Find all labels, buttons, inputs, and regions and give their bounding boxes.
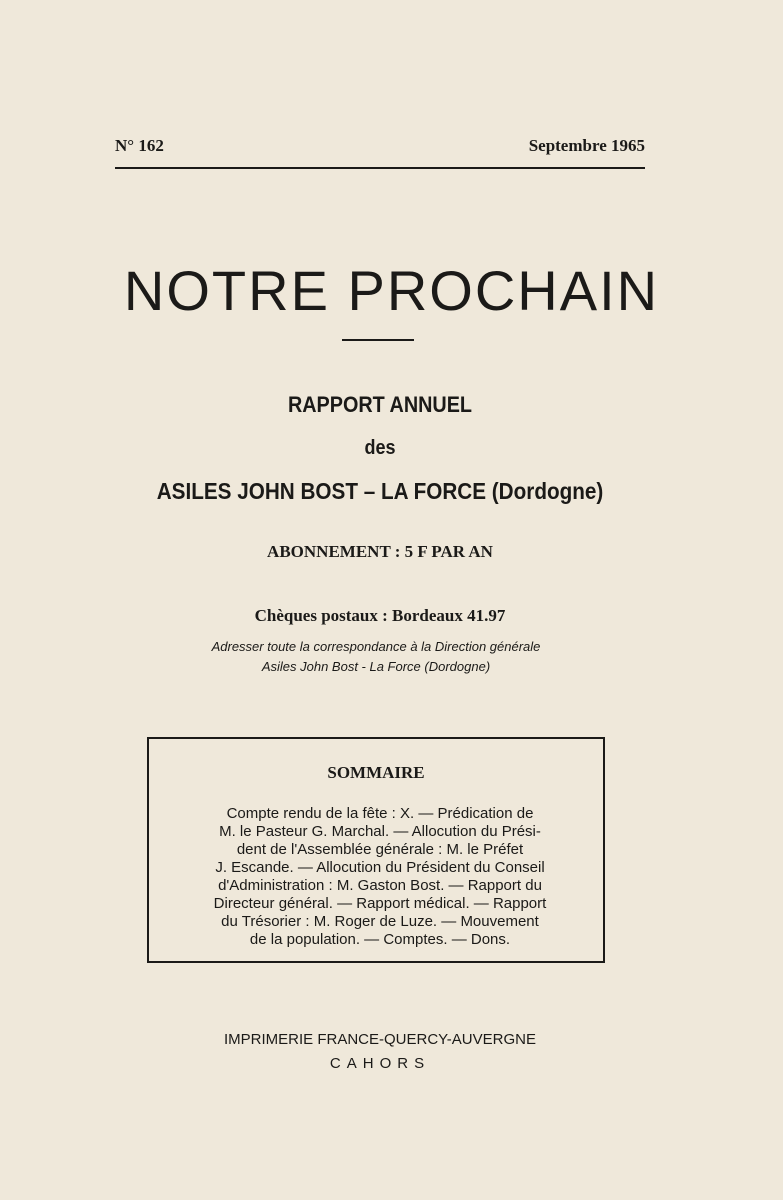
- header-rule: [115, 167, 645, 169]
- report-title: RAPPORT ANNUEL: [287, 392, 473, 417]
- printer-info: [0, 1028, 760, 1076]
- summary-line: de la population. — Comptes. — Dons.: [249, 931, 511, 948]
- printer-name: IMPRIMERIE FRANCE-QUERCY-AUVERGNE: [224, 1031, 536, 1048]
- printer-city: CAHORS: [329, 1055, 431, 1072]
- publication-title: NOTRE PROCHAIN: [123, 259, 660, 322]
- summary-box: [147, 737, 605, 963]
- summary-line: d'Administration : M. Gaston Bost. — Rapport du: [218, 877, 542, 894]
- postal-cheques: Chèques postaux : Bordeaux 41.97: [254, 606, 506, 625]
- summary-line: M. le Pasteur G. Marchal. — Allocution du Prési-: [219, 823, 541, 840]
- summary-contents: [171, 805, 589, 949]
- issue-header: [115, 136, 645, 156]
- summary-line: du Trésorier : M. Roger de Luze. — Mouvement: [221, 913, 539, 930]
- summary-line: dent de l'Assemblée générale : M. le Préfet: [236, 841, 524, 858]
- issue-date: Septembre 1965: [528, 136, 645, 155]
- report-connector: des: [364, 437, 396, 459]
- summary-line: Directeur général. — Rapport médical. — Rapport: [213, 895, 547, 912]
- address-line-2: Asiles John Bost - La Force (Dordogne): [261, 659, 491, 674]
- institution-name: ASILES JOHN BOST – LA FORCE (Dordogne): [156, 478, 604, 504]
- title-divider: [342, 339, 414, 341]
- summary-title: SOMMAIRE: [327, 763, 425, 782]
- issue-number: N° 162: [115, 136, 164, 155]
- subscription-price: ABONNEMENT : 5 F PAR AN: [267, 542, 493, 561]
- summary-line: Compte rendu de la fête : X. — Prédication de: [226, 805, 534, 822]
- correspondence-address: [0, 637, 752, 677]
- address-line-1: Adresser toute la correspondance à la Direction générale: [211, 639, 541, 654]
- summary-line: J. Escande. — Allocution du Président du Conseil: [215, 859, 545, 876]
